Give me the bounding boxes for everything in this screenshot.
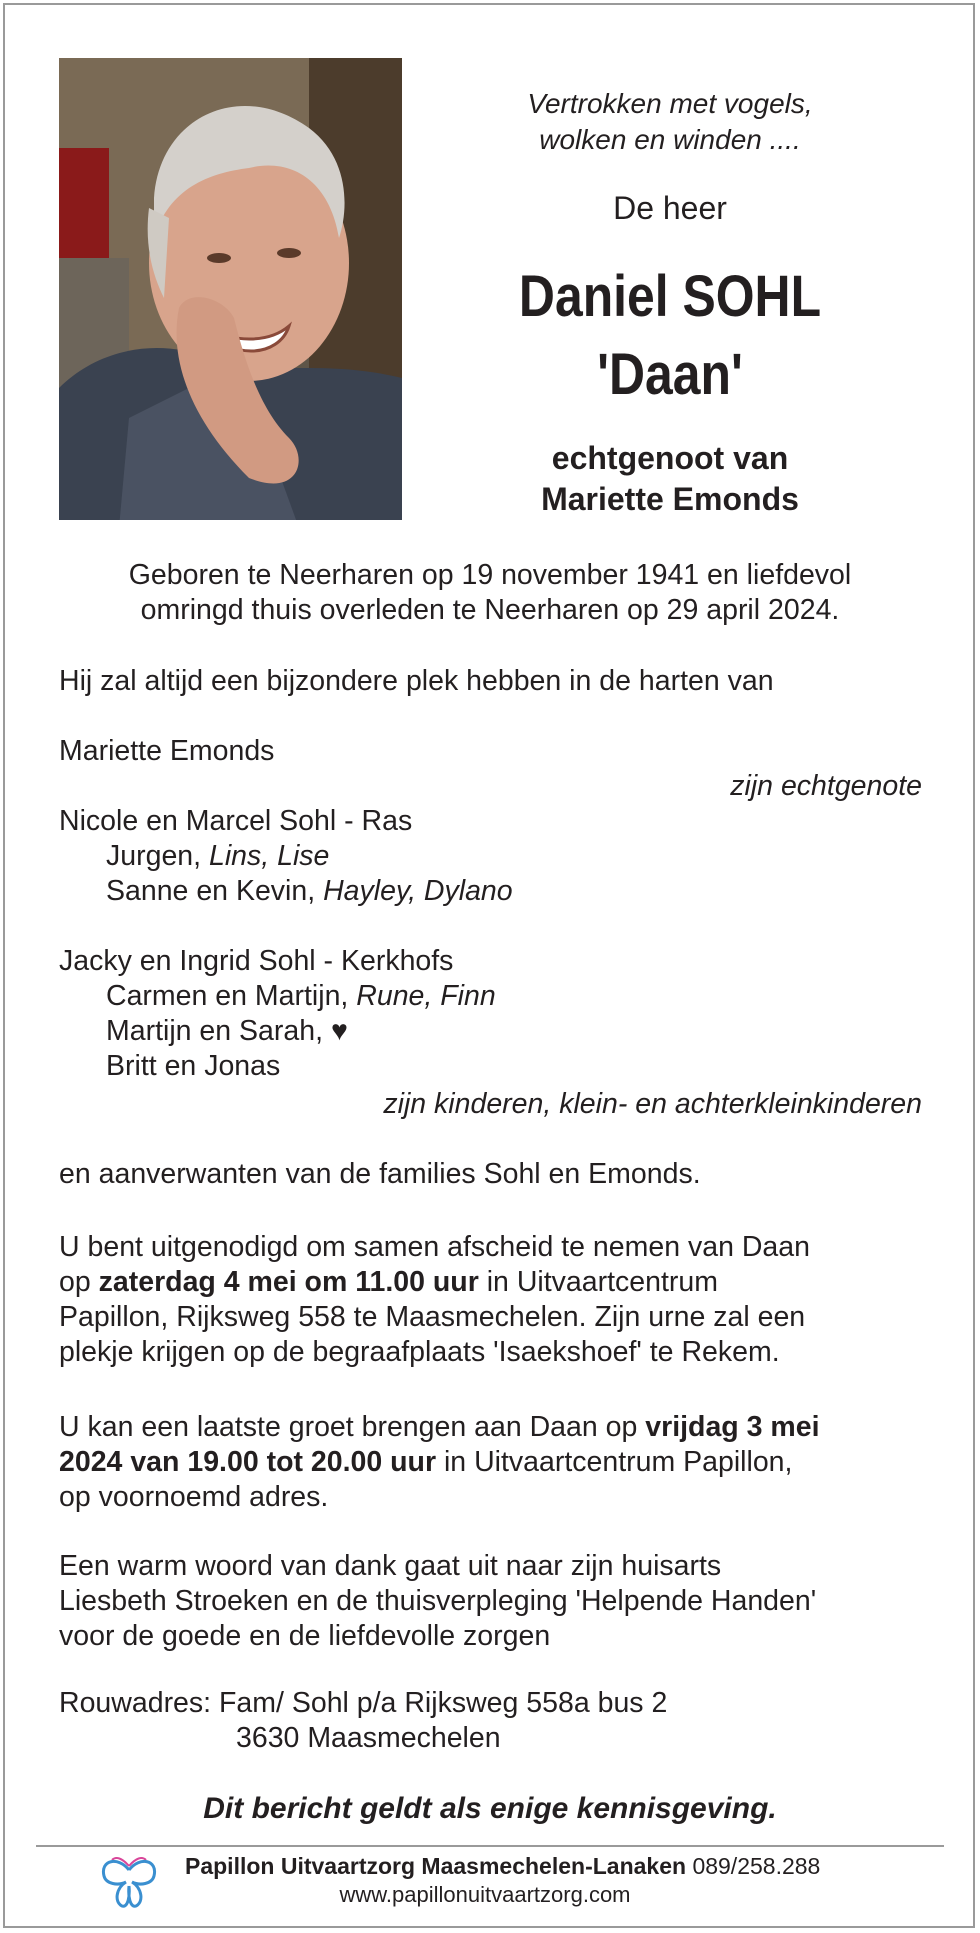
thanks-line: Liesbeth Stroeken en de thuisverpleging 'Helpende Handen' <box>59 1585 817 1617</box>
deceased-name <box>498 258 842 414</box>
name-line-2: 'Daan' <box>597 342 743 407</box>
grandchild-entry <box>106 1014 348 1049</box>
butterfly-logo-icon <box>96 1852 162 1912</box>
visit-line: U kan een laatste groet brengen aan Daan op vrijdag 3 mei <box>59 1411 820 1443</box>
born-line-2: omringd thuis overleden te Neerharen op 29 april 2024. <box>140 594 840 626</box>
mourning-address: Rouwadres: Fam/ Sohl p/a Rijksweg 558a bus 2 <box>59 1687 668 1719</box>
spouse-role: zijn echtgenote <box>730 770 922 802</box>
child-1: Nicole en Marcel Sohl - Ras <box>59 805 413 837</box>
spouse-name: Mariette Emonds <box>59 735 275 767</box>
grandchild-entry <box>106 874 513 909</box>
intro-text: Hij zal altijd een bijzondere plek hebben in de harten van <box>59 665 774 697</box>
heart-icon: ♥ <box>330 1015 348 1047</box>
spouse-line-1: echtgenoot van <box>551 440 789 476</box>
ceremony-text <box>59 1230 929 1370</box>
birth-death-text <box>60 558 920 628</box>
visit-time: 2024 van 19.00 tot 20.00 uur <box>59 1446 437 1478</box>
visit-text <box>59 1410 929 1515</box>
funeral-home-line <box>185 1852 820 1880</box>
ceremony-line: op zaterdag 4 mei om 11.00 uur in Uitvaartcentrum <box>59 1266 718 1298</box>
grandchild-parents: Britt en Jonas <box>106 1050 281 1082</box>
footer-divider <box>36 1845 944 1847</box>
great-grandchildren: Lins, Lise <box>208 840 330 872</box>
grandchild-entry <box>106 1049 280 1084</box>
great-grandchildren: Rune, Finn <box>356 980 496 1012</box>
thanks-line: voor de goede en de liefdevolle zorgen <box>59 1620 551 1652</box>
thanks-text <box>59 1549 929 1654</box>
relatives-text: en aanverwanten van de families Sohl en Emonds. <box>59 1158 701 1190</box>
thanks-line: Een warm woord van dank gaat uit naar zijn huisarts <box>59 1550 722 1582</box>
child-2: Jacky en Ingrid Sohl - Kerkhofs <box>59 945 454 977</box>
quote-line-1: Vertrokken met vogels, <box>527 88 813 119</box>
honorific: De heer <box>613 190 727 226</box>
quote-line-2: wolken en winden .... <box>539 124 801 155</box>
grandchild-parents: Jurgen, <box>106 840 209 872</box>
grandchild-entry <box>106 839 329 874</box>
portrait-image <box>59 58 402 520</box>
ceremony-line: U bent uitgenodigd om samen afscheid te nemen van Daan <box>59 1231 810 1263</box>
name-line-1: Daniel SOHL <box>518 264 822 329</box>
grandchild-parents: Carmen en Martijn, <box>106 980 357 1012</box>
mourning-address-city: 3630 Maasmechelen <box>236 1722 501 1754</box>
funeral-home-phone: 089/258.288 <box>692 1853 821 1879</box>
portrait-photo <box>59 58 402 520</box>
visit-date: vrijdag 3 mei <box>645 1411 820 1443</box>
great-grandchildren: Hayley, Dylano <box>323 875 513 907</box>
closing-notice: Dit bericht geldt als enige kennisgeving. <box>203 1792 777 1825</box>
grandchild-parents: Martijn en Sarah, <box>106 1015 331 1047</box>
quote <box>470 86 870 158</box>
children-role: zijn kinderen, klein- en achterkleinkinderen <box>383 1088 922 1120</box>
spouse-heading <box>470 438 870 520</box>
funeral-home-name: Papillon Uitvaartzorg Maasmechelen-Lanaken <box>185 1853 687 1879</box>
grandchild-parents: Sanne en Kevin, <box>106 875 324 907</box>
spouse-line-2: Mariette Emonds <box>541 481 799 517</box>
born-line-1: Geboren te Neerharen op 19 november 1941 en liefdevol <box>128 559 852 591</box>
ceremony-datetime: zaterdag 4 mei om 11.00 uur <box>98 1266 479 1298</box>
ceremony-line: plekje krijgen op de begraafplaats 'Isaekshoef' te Rekem. <box>59 1336 780 1368</box>
visit-line: op voornoemd adres. <box>59 1481 329 1513</box>
ceremony-line: Papillon, Rijksweg 558 te Maasmechelen. Zijn urne zal een <box>59 1301 806 1333</box>
grandchild-entry <box>106 979 496 1014</box>
funeral-home-website[interactable]: www.papillonuitvaartzorg.com <box>339 1882 631 1907</box>
visit-line: 2024 van 19.00 tot 20.00 uur in Uitvaartcentrum Papillon, <box>59 1446 793 1478</box>
